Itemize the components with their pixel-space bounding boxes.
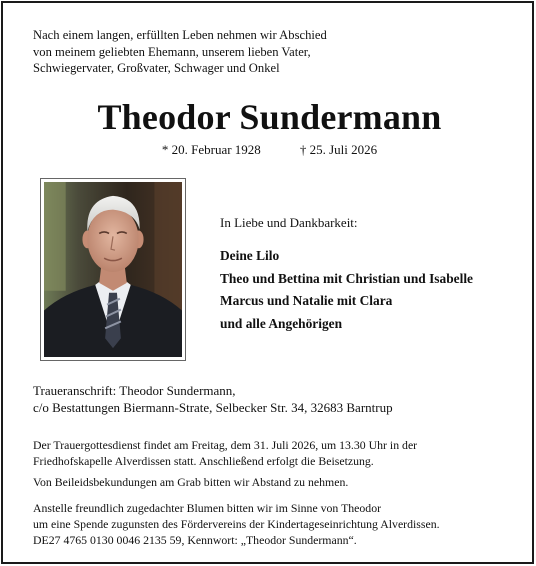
service-line: Friedhofskapelle Alverdissen statt. Anschließend erfolgt die Beisetzung.	[33, 454, 374, 468]
death-date: † 25. Juli 2026	[299, 142, 378, 157]
service-line: Der Trauergottesdienst findet am Freitag, dem 31. Juli 2026, um 13.30 Uhr in der	[33, 438, 418, 452]
life-dates	[3, 142, 536, 158]
service-notice	[33, 437, 523, 469]
obituary-notice	[1, 1, 534, 564]
intro-line: Schwiegervater, Großvater, Schwager und Onkel	[33, 61, 280, 75]
intro-line: Nach einem langen, erfüllten Leben nehmen wir Abschied	[33, 28, 327, 42]
dedication-line: In Liebe und Dankbarkeit:	[220, 215, 358, 230]
donation-line: DE27 4765 0130 0046 2135 59, Kennwort: „Theodor Sundermann“.	[33, 533, 357, 547]
donation-line: um eine Spende zugunsten des Fördervereins der Kindertageseinrichtung Alverdissen.	[33, 517, 440, 531]
intro-line: von meinem geliebten Ehemann, unserem lieben Vater,	[33, 44, 311, 59]
portrait-photo	[44, 182, 182, 357]
condolence-notice: Von Beileidsbekundungen am Grab bitten wir Abstand zu nehmen.	[33, 475, 349, 489]
mourner-entry: Deine Lilo	[220, 248, 280, 263]
mourner-entry: und alle Angehörigen	[220, 315, 343, 331]
mourners-list	[220, 245, 473, 335]
address-line: c/o Bestattungen Biermann-Strate, Selbecker Str. 34, 32683 Barntrup	[33, 399, 393, 415]
intro-text	[33, 27, 513, 77]
deceased-name: Theodor Sundermann	[97, 97, 442, 137]
portrait-frame	[40, 178, 186, 361]
mourner-entry: Marcus und Natalie mit Clara	[220, 293, 393, 308]
portrait-image	[44, 182, 182, 357]
birth-date: * 20. Februar 1928	[161, 142, 261, 157]
donation-notice	[33, 500, 523, 548]
address-line: Traueranschrift: Theodor Sundermann,	[33, 383, 236, 398]
donation-line: Anstelle freundlich zugedachter Blumen bitten wir im Sinne von Theodor	[33, 501, 382, 515]
mourning-address	[33, 383, 393, 416]
mourner-entry: Theo und Bettina mit Christian und Isabelle	[220, 270, 473, 286]
